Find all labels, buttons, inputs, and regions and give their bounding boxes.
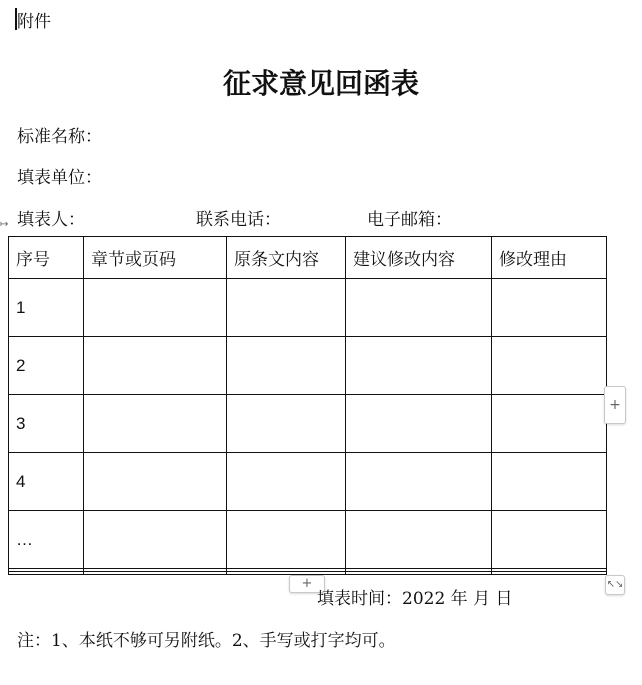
add-column-button[interactable]: +: [604, 386, 626, 424]
header-reason: 修改理由: [492, 237, 607, 279]
filler-label: 填表人：: [17, 210, 85, 230]
header-suggested-change: 建议修改内容: [346, 237, 492, 279]
table-cell[interactable]: [227, 395, 346, 453]
table-header-row: [9, 237, 607, 279]
table-cell[interactable]: [492, 511, 607, 569]
fill-date-line: 填表时间：2022 年 月 日: [317, 589, 513, 609]
table-cell[interactable]: [492, 453, 607, 511]
annex-label: 附件: [17, 12, 51, 32]
add-row-button[interactable]: +: [289, 575, 325, 593]
table-cell[interactable]: [492, 337, 607, 395]
table-cell[interactable]: 2: [9, 337, 84, 395]
table-cell[interactable]: [346, 279, 492, 337]
header-original-text: 原条文内容: [227, 237, 346, 279]
footnote: 注：1、本纸不够可另附纸。2、手写或打字均可。: [17, 631, 396, 651]
table-cell[interactable]: [346, 337, 492, 395]
table-cell[interactable]: [346, 572, 492, 575]
table-cell[interactable]: [227, 572, 346, 575]
standard-name-label: 标准名称：: [17, 127, 102, 147]
phone-label: 联系电话：: [196, 210, 281, 230]
table-cell[interactable]: [84, 337, 227, 395]
table-move-handle-icon[interactable]: ↦: [0, 219, 9, 230]
table-cell[interactable]: 3: [9, 395, 84, 453]
table-cell[interactable]: [492, 395, 607, 453]
table-row: [9, 511, 607, 569]
header-section-page: 章节或页码: [84, 237, 227, 279]
table-cell[interactable]: 4: [9, 453, 84, 511]
table-row: [9, 395, 607, 453]
table-cell[interactable]: [492, 572, 607, 575]
table-cell[interactable]: [227, 337, 346, 395]
table-cell[interactable]: …: [9, 511, 84, 569]
email-label: 电子邮箱：: [367, 210, 452, 230]
table-cell[interactable]: [346, 395, 492, 453]
table-row: [9, 279, 607, 337]
table-cell[interactable]: [9, 572, 84, 575]
table-cell[interactable]: [84, 395, 227, 453]
table-cell[interactable]: [346, 511, 492, 569]
feedback-table: [8, 236, 607, 575]
table-cell[interactable]: [84, 279, 227, 337]
header-serial: 序号: [9, 237, 84, 279]
table-cell[interactable]: [227, 279, 346, 337]
filling-unit-label: 填表单位：: [17, 168, 102, 188]
table-resize-icon[interactable]: ↖↘: [605, 575, 625, 595]
table-cell[interactable]: [227, 453, 346, 511]
table-cell[interactable]: [492, 279, 607, 337]
table-cell[interactable]: [346, 453, 492, 511]
document-title: 征求意见回函表: [222, 67, 419, 100]
table-cell[interactable]: [84, 511, 227, 569]
table-row: [9, 453, 607, 511]
table-cell[interactable]: [227, 511, 346, 569]
table-cell[interactable]: 1: [9, 279, 84, 337]
table-cell[interactable]: [84, 453, 227, 511]
table-row: [9, 337, 607, 395]
table-cell[interactable]: [84, 572, 227, 575]
